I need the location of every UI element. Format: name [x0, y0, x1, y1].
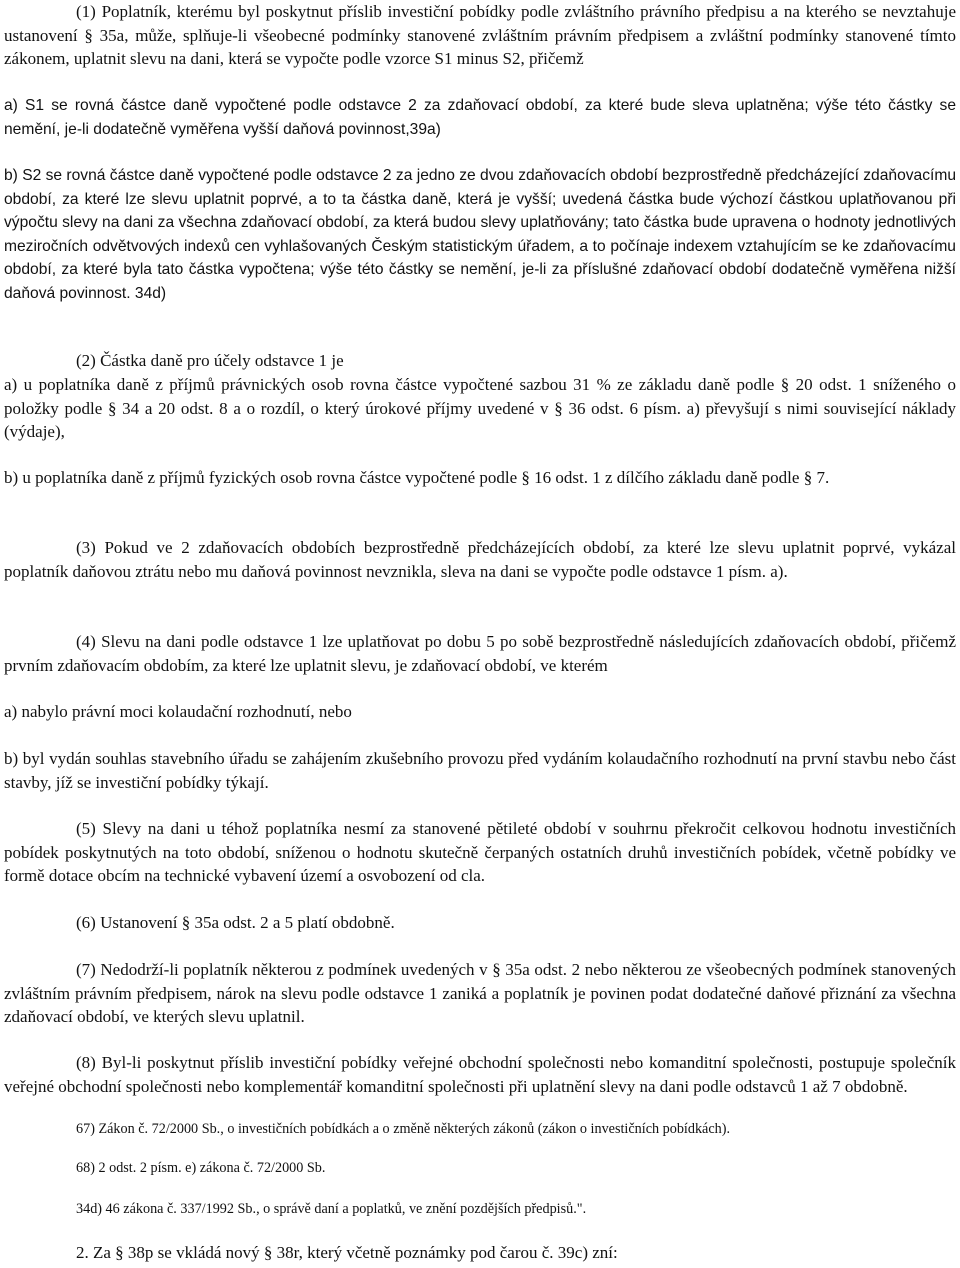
footnote-68: 68) 2 odst. 2 písm. e) zákona č. 72/2000 Sb.	[76, 1160, 326, 1176]
paragraph-2-item-b: b) u poplatníka daně z příjmů fyzických osob rovna částce vypočtené podle § 16 odst. 1 z dílčího základu daně podle § 7.	[4, 468, 830, 487]
paragraph-1-item-a: a) S1 se rovná částce daně vypočtené podle odstavce 2 za zdaňovací období, za které bude sleva uplatněna; výše této částky se nemění, je-li dodatečně vyměřena vyšší daňová povinnost,39a)	[4, 97, 956, 138]
paragraph-5: (5) Slevy na dani u téhož poplatníka nesmí za stanovené pětileté období v souhrnu překročit celkovou hodnotu investičních pobídek poskytnutých na toto období, sníženou o hodnotu skutečně čerpaných ostatních druhů investičních pobídek, včetně pobídky ve formě dotace obcím na technické vybavení území a osvobození od cla.	[4, 819, 956, 885]
paragraph-1: (1) Poplatník, kterému byl poskytnut příslib investiční pobídky podle zvláštního právního předpisu a na kterého se nevztahuje ustanovení § 35a, může, splňuje-li všeobecné podmínky stanovené zvláštním právním předpisem a zvláštní podmínky stanovené tímto zákonem, uplatnit slevu na dani, která se vypočte podle vzorce S1 minus S2, přičemž	[4, 2, 956, 68]
paragraph-6: (6) Ustanovení § 35a odst. 2 a 5 platí obdobně.	[76, 913, 395, 932]
paragraph-7: (7) Nedodrží-li poplatník některou z podmínek uvedených v § 35a odst. 2 nebo některou ze všeobecných podmínek stanovených zvláštním právním předpisem, nárok na slevu podle odstavce 1 zaniká a poplatník je povinen podat dodatečné daňové přiznání za všechna zdaňovací období, ve kterých slevu uplatnil.	[4, 960, 956, 1026]
footnote-34d: 34d) 46 zákona č. 337/1992 Sb., o správě daní a poplatků, ve znění pozdějších předpisů.".	[76, 1201, 587, 1217]
amendment-item-2: 2. Za § 38p se vkládá nový § 38r, který včetně poznámky pod čarou č. 39c) zní:	[76, 1243, 618, 1262]
footnote-67: 67) Zákon č. 72/2000 Sb., o investičních pobídkách a o změně některých zákonů (zákon o investičních pobídkách).	[76, 1121, 731, 1137]
paragraph-8: (8) Byl-li poskytnut příslib investiční pobídky veřejné obchodní společnosti nebo komanditní společnosti, postupuje společník veřejné obchodní společnosti nebo komplementář komanditní společnosti při uplatnění slevy na dani podle odstavců 1 až 7 obdobně.	[4, 1053, 956, 1096]
paragraph-4: (4) Slevu na dani podle odstavce 1 lze uplatňovat po dobu 5 po sobě bezprostředně následujících zdaňovacích období, přičemž prvním zdaňovacím obdobím, za které lze uplatnit slevu, je zdaňovací období, ve kterém	[4, 632, 956, 675]
paragraph-1-item-b: b) S2 se rovná částce daně vypočtené podle odstavce 2 za jedno ze dvou zdaňovacích období bezprostředně předcházející zdaňovacímu období, za které lze slevu uplatnit poprvé, a to ta částka daně, která je vyšší; uvedená částka bude výchozí částkou uplatňovanou při výpočtu slevy na dani za všechna zdaňovací období, za která budou slevy uplatňovány; tato částka bude upravena o hodnoty jednotlivých meziročních odvětvových indexů cen vyhlašovaných Českým statistickým úřadem, a to počínaje indexem vztahujícím se ke zdaňovacímu období, za které byla tato částka vypočtena; výše této částky se nemění, je-li za příslušné zdaňovací období dodatečně vyměřena nižší daňová povinnost. 34d)	[4, 167, 956, 302]
paragraph-4-item-b: b) byl vydán souhlas stavebního úřadu se zahájením zkušebního provozu před vydáním kolaudačního rozhodnutí na první stavbu nebo část stavby, jíž se investiční pobídky týkají.	[4, 749, 956, 792]
paragraph-2-item-a: a) u poplatníka daně z příjmů právnických osob rovna částce vypočtené sazbou 31 % ze základu daně podle § 20 odst. 1 sníženého o položky podle § 34 a 20 odst. 8 a o rozdíl, o který úrokové příjmy uvedené v § 36 odst. 6 písm. a) převyšují s nimi související náklady (výdaje),	[4, 375, 956, 441]
paragraph-2: (2) Částka daně pro účely odstavce 1 je	[76, 351, 344, 370]
paragraph-3: (3) Pokud ve 2 zdaňovacích obdobích bezprostředně předcházejících období, za které lze slevu uplatnit poprvé, vykázal poplatník daňovou ztrátu nebo mu daňová povinnost nevznikla, sleva na dani se vypočte podle odstavce 1 písm. a).	[4, 538, 956, 581]
paragraph-4-item-a: a) nabylo právní moci kolaudační rozhodnutí, nebo	[4, 702, 352, 721]
